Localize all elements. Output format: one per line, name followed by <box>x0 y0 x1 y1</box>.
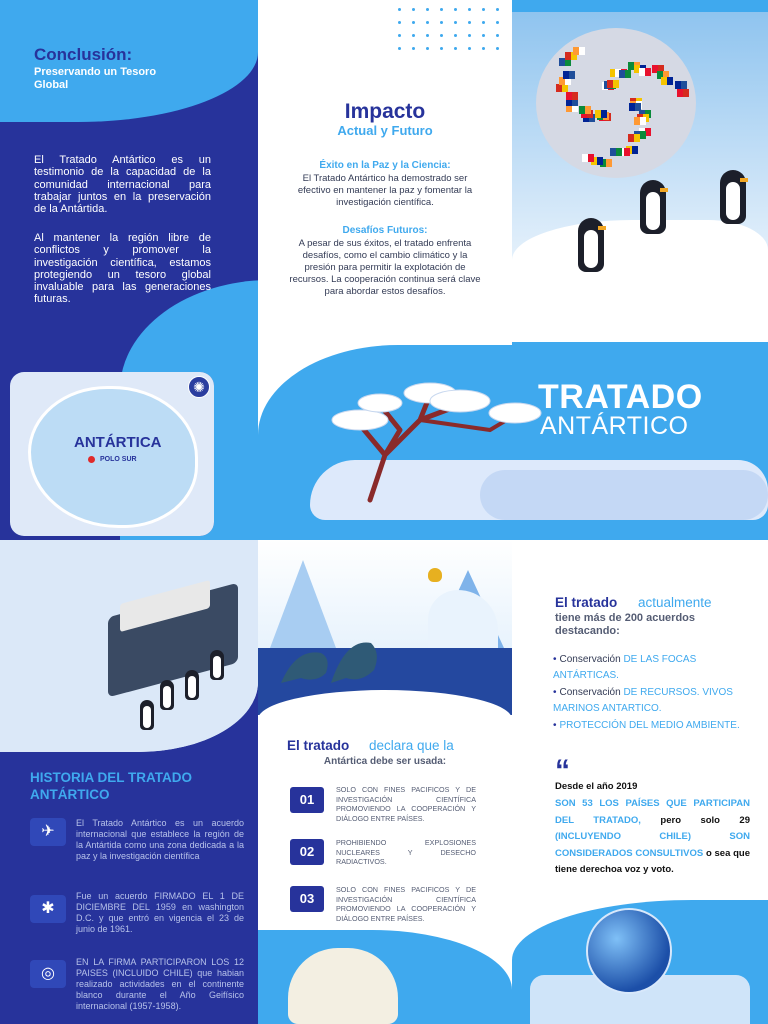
bird-icon <box>428 568 442 582</box>
antarctica-map <box>10 372 214 536</box>
dot <box>468 47 471 50</box>
dot <box>482 34 485 37</box>
south-pole-marker-icon <box>88 456 95 463</box>
item-number-1: 01 <box>290 787 324 813</box>
penguin-icon <box>140 700 154 730</box>
flag-icon <box>639 68 651 76</box>
dot <box>412 34 415 37</box>
penguin-icon <box>160 680 174 710</box>
dot <box>426 21 429 24</box>
dot <box>496 34 499 37</box>
dot <box>482 21 485 24</box>
since-label: Desde el año 2019 <box>555 781 638 792</box>
map-pole-label: POLO SUR <box>100 456 137 463</box>
dot-pattern <box>398 8 504 52</box>
flag-icon <box>675 81 687 89</box>
dot <box>398 21 401 24</box>
penguin-icon <box>578 218 604 272</box>
globe-icon: ◎ <box>30 960 66 988</box>
dot <box>454 8 457 11</box>
dot <box>482 47 485 50</box>
lightbulb-icon: ✱ <box>30 895 66 923</box>
dot <box>468 8 471 11</box>
list-item: • Conservación DE RECURSOS. VIVOS MARINOS ANTARTICO. <box>553 687 733 714</box>
penguin-icon <box>185 670 199 700</box>
flag-icon <box>573 47 585 55</box>
declare-title-part-2: declara que la <box>369 738 454 753</box>
declare-item-3: SOLO CON FINES PACIFICOS Y DE INVESTIGACIÓN CIENTÍFICA PROMOVIENDO LA COOPERACIÓN Y DIÁLOGO ENTRE PAÍSES. <box>336 885 476 923</box>
item-number-3: 03 <box>290 886 324 912</box>
dot <box>454 21 457 24</box>
history-title-line-2: ANTÁRTICO <box>30 787 110 802</box>
history-title-line-1: HISTORIA DEL TRATADO <box>30 770 193 785</box>
now-title-part-1: El tratado <box>555 595 618 610</box>
declare-item-1: SOLO CON FINES PACIFICOS Y DE INVESTIGACIÓN CIENTÍFICA PROMOVIENDO LA COOPERACIÓN Y DIÁLOGO ENTRE PAÍSES. <box>336 785 476 823</box>
impact-text-peace: El Tratado Antártico ha demostrado ser efectivo en mantener la paz y fomentar la investigación científica. <box>297 173 473 208</box>
dot <box>496 21 499 24</box>
penguin-icon <box>640 180 666 234</box>
dot <box>496 47 499 50</box>
penguin-icon <box>720 170 746 224</box>
dot <box>398 34 401 37</box>
dot <box>398 8 401 11</box>
history-text-3: EN LA FIRMA PARTICIPARON LOS 12 PAISES (INCLUIDO CHILE) que habian realizado actividades en el continente blanco durante el Año Geifísico internacional (1957-1958). <box>76 957 244 1011</box>
ice-floe <box>512 220 768 340</box>
dot <box>426 8 429 11</box>
dot <box>412 47 415 50</box>
flag-icon <box>619 70 631 78</box>
dot <box>482 8 485 11</box>
conclusion-subtitle: Preservando un Tesoro Global <box>34 66 157 91</box>
flag-icon <box>595 110 607 118</box>
dot <box>454 47 457 50</box>
flag-icon <box>610 148 622 156</box>
dot <box>412 21 415 24</box>
flag-icon <box>634 117 646 125</box>
declare-title-part-1: El tratado <box>287 738 350 753</box>
flag-icon <box>563 71 575 79</box>
earth-globe-icon <box>586 908 672 994</box>
seals-illustration <box>258 540 512 715</box>
snowy-tree-illustration <box>310 375 560 505</box>
dot <box>468 21 471 24</box>
seals-icon <box>276 628 386 688</box>
countries-paragraph: SON 53 LOS PAÍSES QUE PARTICIPAN DEL TRATADO, pero solo 29 (INCLUYENDO CHILE) SON CONSIDERADOS CONSULTIVOS o sea que tiene derechoa voz y voto. <box>555 798 751 875</box>
cover-title-line-2: ANTÁRTICO <box>540 412 689 440</box>
flag-icon <box>607 80 619 88</box>
list-item: • PROTECCIÓN DEL MEDIO AMBIENTE. <box>553 720 740 731</box>
declare-item-2: PROHIBIENDO EXPLOSIONES NUCLEARES Y DESECHO RADIACTIVOS. <box>336 838 476 866</box>
item-number-2: 02 <box>290 839 324 865</box>
declare-subtitle: Antártica debe ser usada: <box>323 756 447 767</box>
dot <box>468 34 471 37</box>
dot <box>426 47 429 50</box>
impact-text-challenges: A pesar de sus éxitos, el tratado enfrenta desafíos, como el cambio climático y la presión para permitir la explotación de recursos. La cooperación continua será clave para abordar estos desafíos. <box>289 238 481 297</box>
compass-icon: ✺ <box>188 376 210 398</box>
list-item: • Conservación DE LAS FOCAS ANTÁRTICAS. <box>553 654 697 681</box>
dot <box>426 34 429 37</box>
dot <box>454 34 457 37</box>
airplane-icon: ✈ <box>30 818 66 846</box>
flag-icon <box>661 77 673 85</box>
flag-icon <box>566 92 578 100</box>
impact-subtitle: Actual y Futuro <box>337 123 433 138</box>
flag-icon <box>677 89 689 97</box>
dot <box>440 8 443 11</box>
impact-heading-peace: Éxito en la Paz y la Ciencia: <box>319 160 451 171</box>
cover-title-line-1: TRATADO <box>538 378 703 416</box>
conclusion-paragraph-2: Al mantener la región libre de conflictos y promover la investigación científica, estamos protegiendo un tesoro global invaluable para las generaciones futuras. <box>34 232 211 306</box>
dot <box>496 8 499 11</box>
dot <box>440 47 443 50</box>
dot <box>412 8 415 11</box>
history-text-1: El Tratado Antártico es un acuerdo internacional que establece la región de la Antártida como una zona dedicada a la paz y la investigación científica <box>76 818 244 861</box>
flag-icon <box>582 154 594 162</box>
dot <box>398 47 401 50</box>
impact-heading-challenges: Desafíos Futuros: <box>342 225 428 236</box>
dot <box>440 21 443 24</box>
quote-icon: “ <box>555 754 570 787</box>
dot <box>440 34 443 37</box>
now-subtitle: tiene más de 200 acuerdos destacando: <box>555 612 696 637</box>
now-title-part-2: actualmente <box>638 595 712 610</box>
map-title: ANTÁRTICA <box>74 434 162 451</box>
conclusion-title: Conclusión: <box>34 45 133 64</box>
flag-icon <box>579 106 591 114</box>
flag-icon <box>629 103 641 111</box>
flags-globe-image <box>536 28 696 178</box>
history-text-2: Fue un acuerdo FIRMADO EL 1 DE DICIEMBRE DEL 1959 en washington D.C. y que entró en vigencia el 23 de junio de 1961. <box>76 891 244 934</box>
impact-title: Impacto <box>344 100 426 123</box>
icebreaker-illustration <box>0 540 258 752</box>
penguin-icon <box>210 650 224 680</box>
flag-icon <box>628 134 640 142</box>
conclusion-paragraph-1: El Tratado Antártico es un testimonio de la capacidad de la comunidad internacional para trabajar juntos en la preservación de la Antártida. <box>34 154 211 216</box>
